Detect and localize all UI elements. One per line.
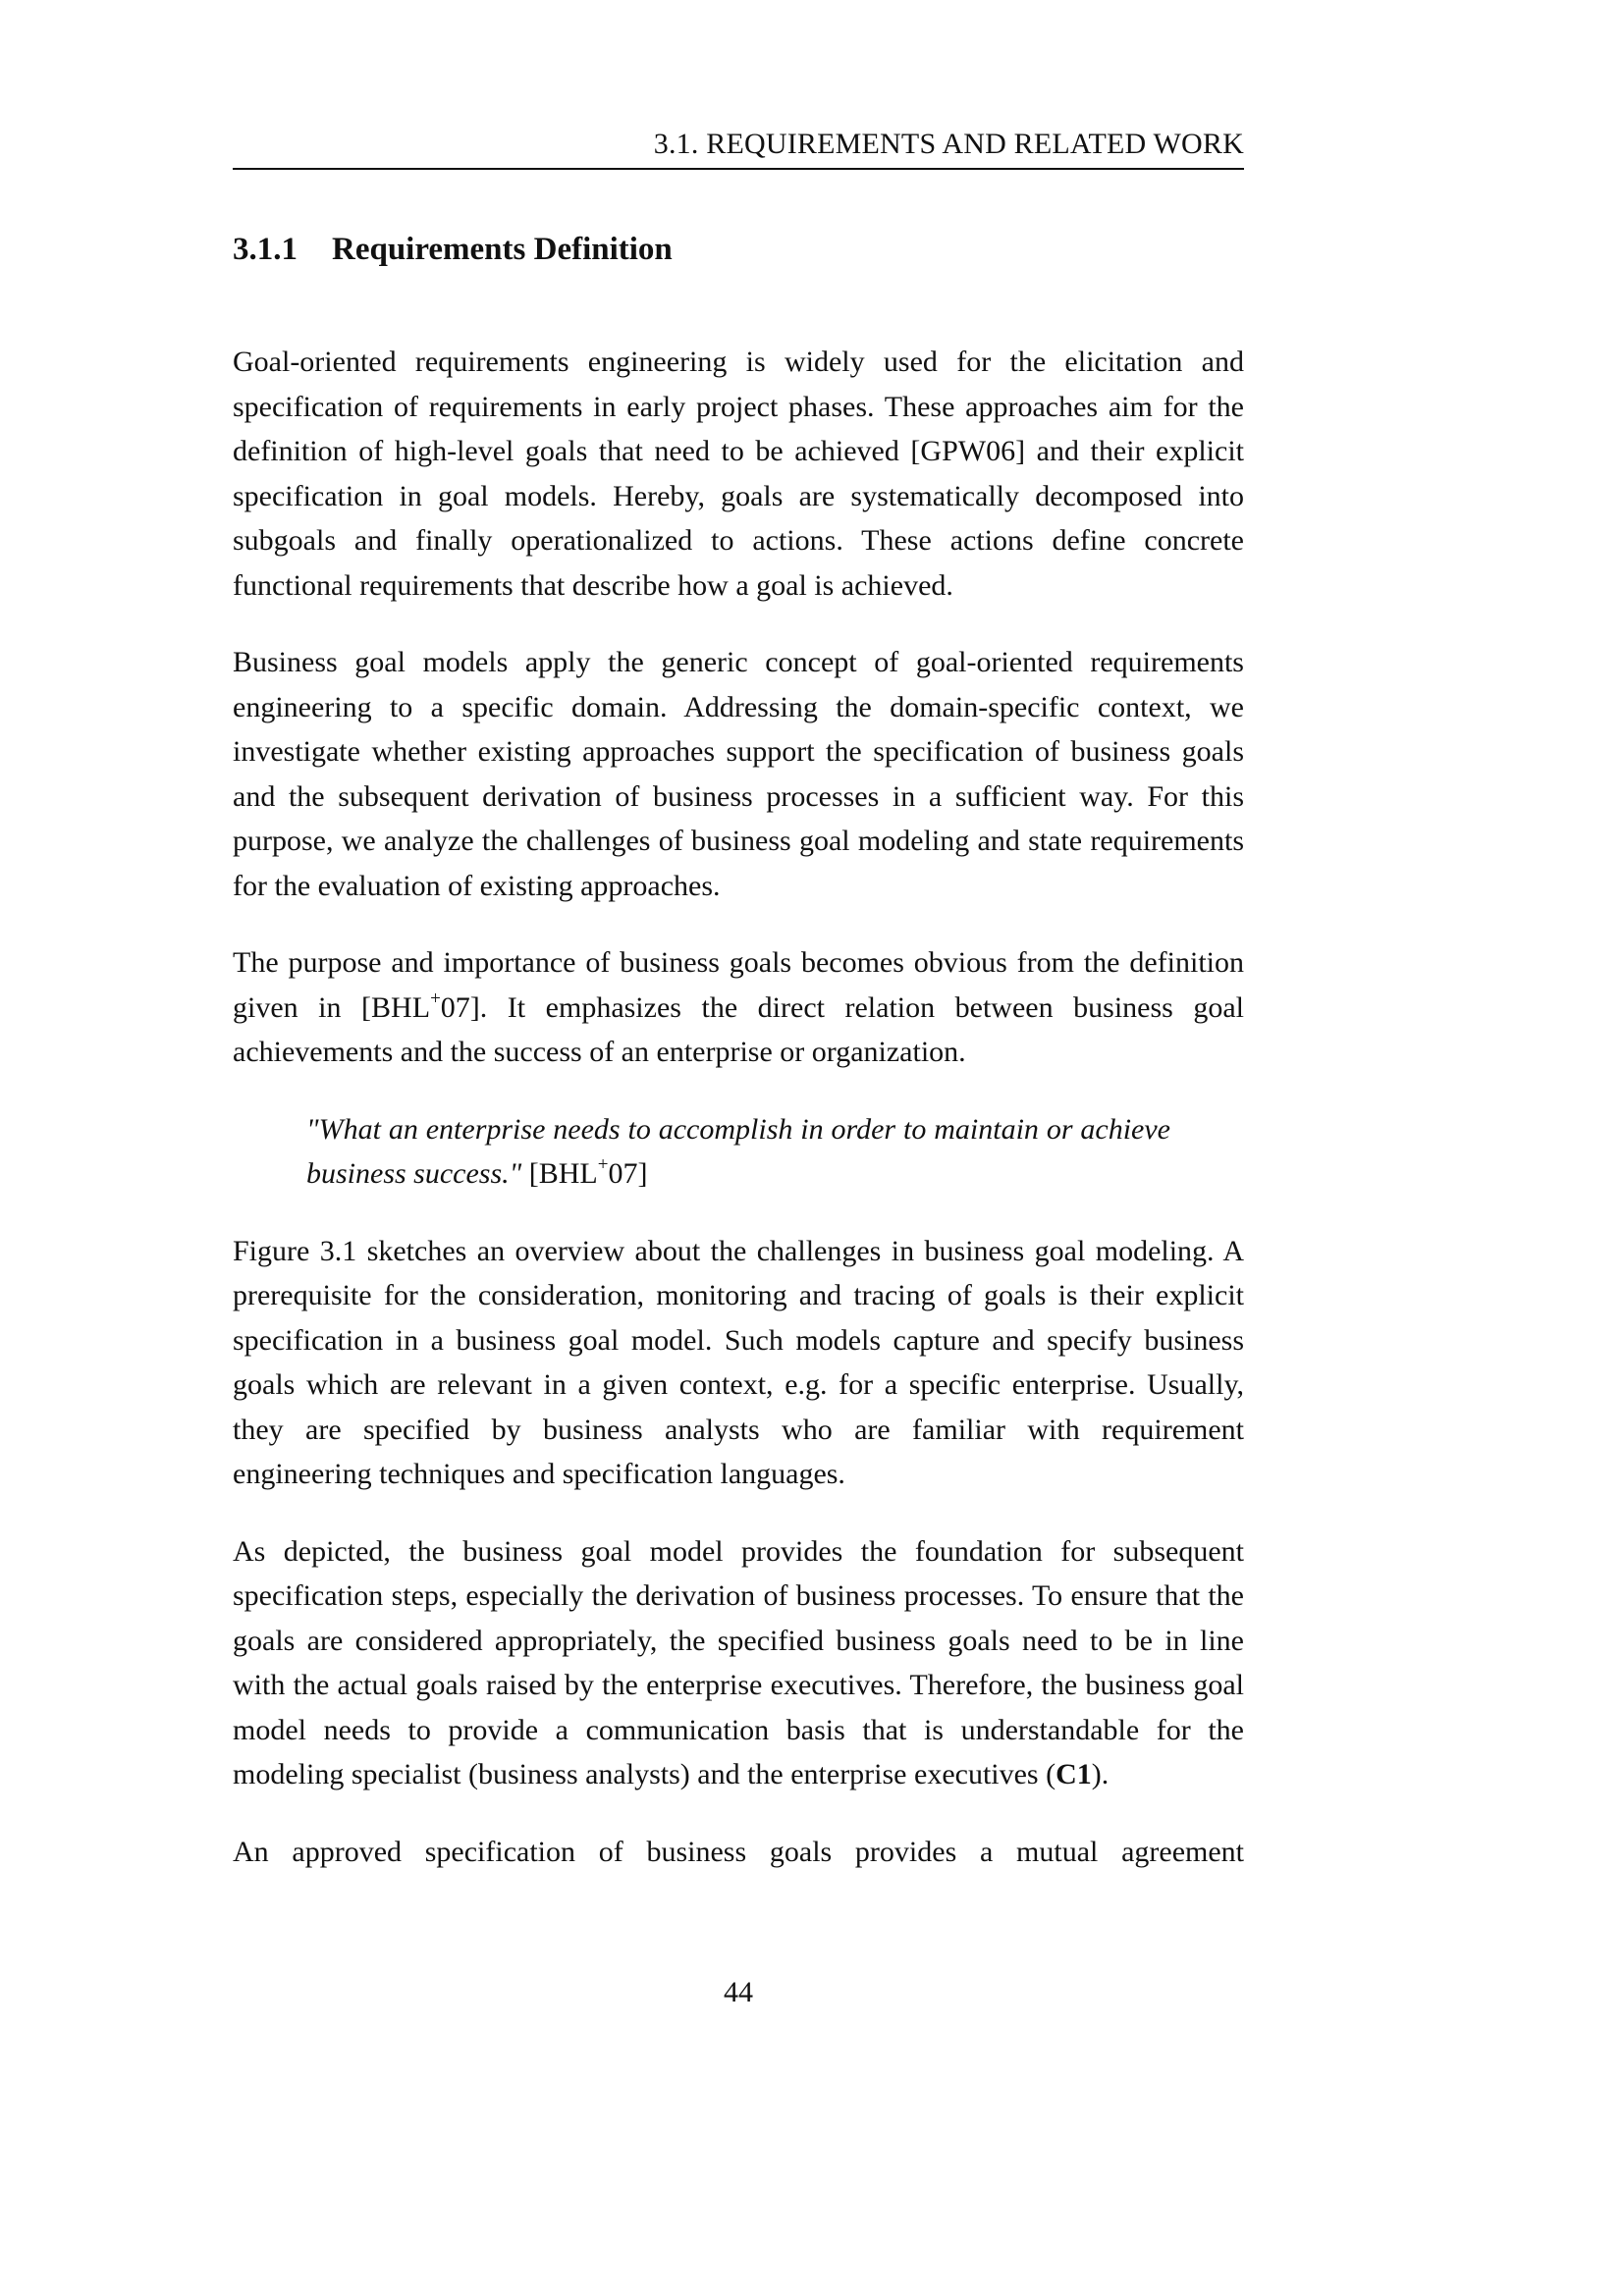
page-number: 44 (724, 1976, 753, 2008)
quote-citation-a: [BHL (521, 1157, 598, 1190)
paragraph-5-text-b: ). (1091, 1758, 1110, 1790)
paragraph-3-text-a: The purpose and importance of business goals becomes obvious from the definition given in [BHL (233, 946, 1244, 1024)
paragraph-4: Figure 3.1 sketches an overview about the challenges in business goal modeling. A prerequisite for the consideration, monitoring and tracing of goals is their explicit specification in a business goal model. Such models capture and specify business goals which are relevant in a given context, e.g. for a specific enterprise. Usually, they are specified by business analysts who are familiar with requirement engineering techniques and specification languages. (233, 1234, 1244, 1490)
body-text (233, 340, 1244, 1906)
document-page (233, 0, 1244, 2296)
section-number: 3.1.1 (233, 232, 298, 267)
block-quote (233, 1107, 1244, 1197)
paragraph-1: Goal-oriented requirements engineering is widely used for the elicitation and specification of requirements in early project phases. These approaches aim for the definition of high-level goals that need to be achieved [GPW06] and their explicit specification in goal models. Hereby, goals are systematically decomposed into subgoals and finally operationalized to actions. These actions define concrete functional requirements that describe how a goal is achieved. (233, 346, 1244, 602)
paragraph-2: Business goal models apply the generic concept of goal-oriented requirements engineering to a specific domain. Addressing the domain-specific context, we investigate whether existing approaches support the specification of business goals and the subsequent derivation of business processes in a sufficient way. For this purpose, we analyze the challenges of business goal modeling and state requirements for the evaluation of existing approaches. (233, 646, 1244, 902)
paragraph-3 (233, 940, 1244, 1075)
running-head: 3.1. REQUIREMENTS AND RELATED WORK (653, 128, 1244, 160)
paragraph-3-text-b: 07]. It emphasizes the direct relation between business goal achievements and the success of an enterprise or organization. (233, 990, 1245, 1068)
section-heading (233, 230, 673, 269)
paragraph-5-text-a: As depicted, the business goal model provides the foundation for subsequent specification steps, especially the derivation of business processes. To ensure that the goals are considered appropriately, the specified business goals need to be in line with the actual goals raised by the enterprise executives. Therefore, the business goal model needs to provide a communication basis that is understandable for the modeling specialist (business analysts) and the enterprise executives ( (233, 1534, 1244, 1790)
challenge-label: C1 (1056, 1758, 1092, 1790)
paragraph-6: An approved specification of business goals provides a mutual agreement (233, 1835, 1244, 1868)
header-rule (233, 168, 1244, 170)
quote-text: "What an enterprise needs to accomplish in order to maintain or achieve business success." (306, 1112, 1170, 1190)
citation-superscript: + (430, 988, 441, 1009)
quote-citation-b: 07] (608, 1157, 648, 1190)
section-title: Requirements Definition (332, 232, 673, 267)
paragraph-5 (233, 1529, 1244, 1797)
quote-citation-superscript: + (597, 1154, 609, 1175)
